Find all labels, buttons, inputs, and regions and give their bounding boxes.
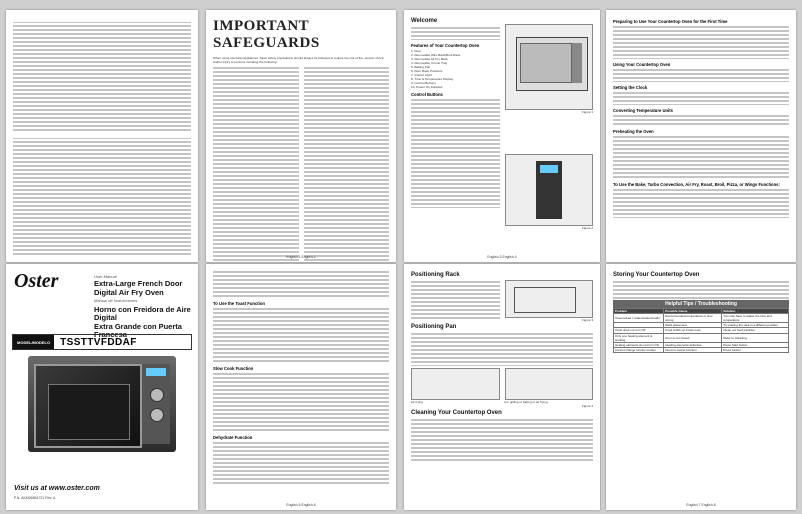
list-item: 2. Removable Wire Rack/Broil Rack — [411, 53, 461, 57]
section-heading: Positioning Pan — [411, 324, 457, 330]
list-item: 9. Control Buttons — [411, 81, 436, 85]
page-upside-down-text — [6, 10, 198, 262]
manual-spanish-label: Manual de Instrucciones — [94, 298, 138, 303]
text-block — [13, 138, 191, 256]
model-label: MODEL/MODELO — [13, 335, 54, 349]
title-spanish-1: Horno con Freidora de Aire Digital — [94, 304, 191, 322]
page-troubleshooting — [606, 264, 796, 510]
user-manual-label: User Manual — [94, 274, 117, 279]
grilling-figure — [505, 368, 594, 400]
text-block — [411, 280, 500, 320]
page-footer: English-3 English-4 — [487, 255, 517, 259]
table-cell: You may have to adjust the time and temperature — [722, 314, 789, 323]
text-block — [613, 188, 789, 218]
table-cell: Press cancel — [722, 347, 789, 352]
table-row — [614, 314, 789, 323]
table-cell: Clean out food particles — [722, 328, 789, 333]
column-header: Possible Cause — [664, 309, 722, 314]
section-heading: Preparing to Use Your Countertop Oven for the First Time — [613, 19, 728, 24]
text-block — [613, 68, 789, 82]
cover-title — [94, 280, 194, 340]
text-block — [613, 114, 789, 126]
feature-list — [411, 49, 500, 89]
table-row — [614, 333, 789, 342]
control-buttons-heading: Control Buttons — [411, 92, 443, 97]
text-block — [213, 307, 389, 363]
text-block — [613, 280, 789, 300]
column-header: Solution — [722, 309, 789, 314]
features-heading: Features of Your Countertop Oven — [411, 43, 480, 48]
figure-caption: Air frying — [411, 400, 423, 404]
table-cell: Only one heating element is working — [614, 333, 664, 342]
model-bar — [12, 334, 192, 350]
figure-caption: For grilling or baking or air frying — [504, 400, 548, 404]
text-block — [613, 25, 789, 59]
page-footer: English-7 English-8 — [686, 503, 716, 507]
section-heading: Storing Your Countertop Oven — [613, 272, 700, 278]
title-spanish-2: Extra Grande con Puerta Francesa — [94, 321, 182, 339]
text-block — [411, 332, 593, 366]
page-footer: English-5 English-6 — [286, 503, 316, 507]
page-important-safeguards — [206, 10, 396, 262]
table-cell: Refer to Cleaning — [722, 333, 789, 342]
table-cell: Food builds up inside oven — [664, 328, 722, 333]
page-cover — [6, 264, 198, 510]
list-item: 1. Door — [411, 49, 422, 53]
table-cell: Heating elements do not turn ON — [614, 342, 664, 347]
section-heading: Slow Cook Function — [213, 366, 254, 371]
figure-caption: Figure 3 — [581, 318, 593, 322]
table-cell: Press Start button — [722, 342, 789, 347]
model-number: TSSTTVFDDAF — [60, 336, 137, 348]
page-toast-function — [206, 264, 396, 510]
text-block — [411, 418, 593, 462]
welcome-heading: Welcome — [411, 18, 438, 24]
oster-logo: Oster — [14, 270, 59, 292]
list-item: 6. Door Rack Positions — [411, 69, 443, 73]
section-heading: Preheating the Oven — [613, 129, 654, 134]
table-cell: Door is not closed — [664, 333, 722, 342]
section-heading: Cleaning Your Countertop Oven — [411, 410, 502, 416]
part-number: P.N. AKM06894721 Rev. A — [14, 496, 56, 500]
page-title: IMPORTANT SAFEGUARDS — [213, 18, 320, 51]
list-item: 10. Power On Indicator — [411, 85, 443, 89]
air-frying-figure — [411, 368, 500, 400]
section-heading: To Use the Toast Function — [213, 301, 265, 306]
list-item: 7. Interior Light — [411, 73, 432, 77]
text-column — [213, 66, 299, 262]
oven-door — [34, 364, 142, 448]
text-block — [13, 22, 191, 132]
table-cell: Toast does not turn Off — [614, 328, 664, 333]
table-cell: Try placing the rack in a different position — [722, 323, 789, 328]
title-english: Extra-Large French Door Digital Air Fry Oven — [94, 279, 183, 297]
oven-control-panel — [142, 364, 170, 444]
section-heading: Converting Temperature Units — [613, 108, 673, 113]
text-column — [304, 66, 390, 262]
table-cell: Heating elements defective — [664, 342, 722, 347]
page-positioning — [404, 264, 600, 510]
table-cell: Overcooked / Undercooked foods — [614, 314, 664, 323]
list-item: 5. Baking Pan — [411, 65, 431, 69]
oven-product-image — [28, 356, 176, 452]
rack-figure-3 — [505, 280, 594, 318]
section-heading: Using Your Countertop Oven — [613, 62, 671, 67]
text-block — [411, 26, 500, 40]
figure-caption: Figure 2 — [581, 226, 593, 230]
oven-diagram-figure-1 — [505, 24, 594, 110]
website-link: Visit us at www.oster.com — [14, 485, 100, 492]
table-title: Helpful Tips / Troubleshooting — [613, 300, 789, 308]
table-cell: Need to cancel function — [664, 347, 722, 352]
table-cell: Cannot change function button — [614, 347, 664, 352]
text-block — [411, 98, 500, 208]
intro-text: When using electrical appliances, basic safety precautions should always be followed to reduce the risk of fire, electric shock, and/or injury to persons including the following: — [213, 56, 385, 64]
table-row — [614, 347, 789, 352]
page-features — [404, 10, 600, 262]
text-block — [213, 441, 389, 485]
section-heading: Setting the Clock — [613, 85, 648, 90]
section-heading: Dehydrate Function — [213, 435, 253, 440]
text-block — [613, 91, 789, 105]
table-cell: Recommended temperature or time wrong — [664, 314, 722, 323]
text-block — [613, 135, 789, 179]
section-heading: To Use the Bake, Turbo Convection, Air Fry, Roast, Broil, Pizza, or Wings Functions: — [613, 182, 780, 187]
table-cell: Rack placement — [664, 323, 722, 328]
troubleshooting-table — [613, 308, 789, 353]
text-block — [213, 372, 389, 432]
list-item: 3. Removable Air Fry Rack — [411, 57, 448, 61]
page-footer: English-1 English-2 — [286, 255, 316, 259]
figure-caption: Figure 1 — [581, 110, 593, 114]
section-heading: Positioning Rack — [411, 272, 460, 278]
page-using-oven — [606, 10, 796, 262]
list-item: 8. Time & Temperature Display — [411, 77, 454, 81]
column-header: Problem — [614, 309, 664, 314]
text-block — [213, 270, 389, 298]
list-item: 4. Removable Crumb Tray — [411, 61, 448, 65]
control-panel-figure-2 — [505, 154, 594, 226]
figure-caption: Figure 4 — [581, 404, 593, 408]
